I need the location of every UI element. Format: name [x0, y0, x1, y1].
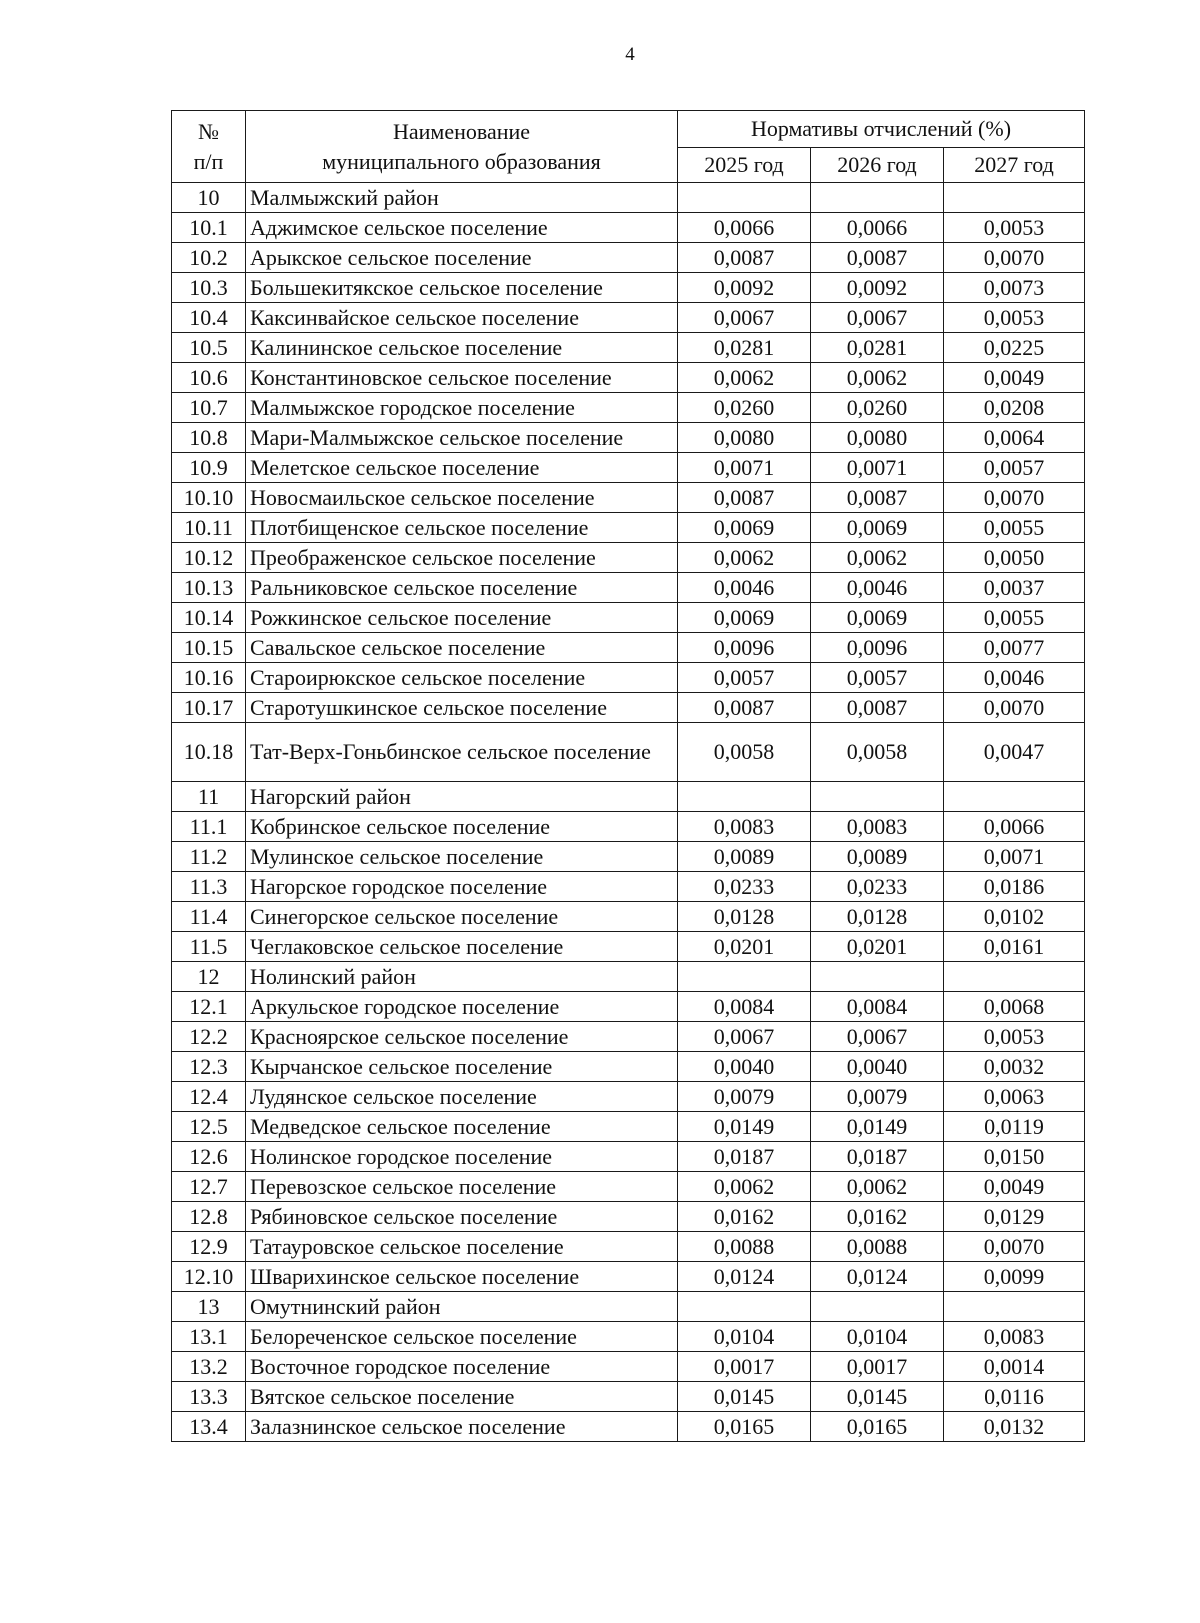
municipality-name: Старотушкинское сельское поселение [246, 693, 678, 723]
norm-value-2026: 0,0058 [811, 723, 944, 782]
row-number: 13.2 [172, 1352, 246, 1382]
norm-value-2025: 0,0145 [678, 1382, 811, 1412]
norm-value-2027: 0,0050 [944, 543, 1085, 573]
table-row [172, 1172, 1085, 1202]
norm-value-2027: 0,0070 [944, 1232, 1085, 1262]
norm-value-2026 [811, 183, 944, 213]
row-number: 11.5 [172, 932, 246, 962]
norm-value-2026: 0,0104 [811, 1322, 944, 1352]
table-row [172, 1382, 1085, 1412]
norm-value-2027: 0,0049 [944, 363, 1085, 393]
table-row [172, 1262, 1085, 1292]
norm-value-2027: 0,0071 [944, 842, 1085, 872]
norm-value-2026: 0,0124 [811, 1262, 944, 1292]
district-row [172, 962, 1085, 992]
norm-value-2027: 0,0208 [944, 393, 1085, 423]
table-row [172, 992, 1085, 1022]
table-body [172, 183, 1085, 1442]
table-row [172, 932, 1085, 962]
table-row [172, 723, 1085, 782]
norm-value-2026: 0,0084 [811, 992, 944, 1022]
norm-value-2025: 0,0149 [678, 1112, 811, 1142]
norm-value-2025: 0,0087 [678, 483, 811, 513]
norm-value-2025: 0,0069 [678, 513, 811, 543]
page-number: 4 [625, 44, 635, 65]
municipality-name: Рябиновское сельское поселение [246, 1202, 678, 1232]
municipality-name: Плотбищенское сельское поселение [246, 513, 678, 543]
norm-value-2027 [944, 183, 1085, 213]
row-number: 10.8 [172, 423, 246, 453]
norm-value-2026: 0,0260 [811, 393, 944, 423]
district-name: Малмыжский район [246, 183, 678, 213]
norm-value-2026: 0,0067 [811, 1022, 944, 1052]
norm-value-2027: 0,0064 [944, 423, 1085, 453]
row-number: 13 [172, 1292, 246, 1322]
norm-value-2027: 0,0073 [944, 273, 1085, 303]
row-number: 10.11 [172, 513, 246, 543]
table-row [172, 842, 1085, 872]
header-year-2027: 2027 год [944, 148, 1085, 183]
norm-value-2025: 0,0162 [678, 1202, 811, 1232]
norm-value-2027: 0,0161 [944, 932, 1085, 962]
district-name: Нагорский район [246, 782, 678, 812]
norm-value-2027 [944, 962, 1085, 992]
table-row [172, 1112, 1085, 1142]
table-row [172, 1352, 1085, 1382]
norm-value-2027: 0,0132 [944, 1412, 1085, 1442]
norm-value-2027: 0,0068 [944, 992, 1085, 1022]
municipality-name: Синегорское сельское поселение [246, 902, 678, 932]
row-number: 12.8 [172, 1202, 246, 1232]
row-number: 12.1 [172, 992, 246, 1022]
municipality-name: Арыкское сельское поселение [246, 243, 678, 273]
norm-value-2025: 0,0124 [678, 1262, 811, 1292]
norm-value-2026: 0,0040 [811, 1052, 944, 1082]
norm-value-2026: 0,0067 [811, 303, 944, 333]
municipality-name: Восточное городское поселение [246, 1352, 678, 1382]
norm-value-2025: 0,0089 [678, 842, 811, 872]
norm-value-2025: 0,0066 [678, 213, 811, 243]
table-row [172, 663, 1085, 693]
municipality-name: Большекитякское сельское поселение [246, 273, 678, 303]
row-number: 13.3 [172, 1382, 246, 1412]
row-number: 12.9 [172, 1232, 246, 1262]
row-number: 10.13 [172, 573, 246, 603]
municipality-name: Перевозское сельское поселение [246, 1172, 678, 1202]
district-name: Нолинский район [246, 962, 678, 992]
norm-value-2026: 0,0201 [811, 932, 944, 962]
municipality-name: Аркульское городское поселение [246, 992, 678, 1022]
table-row [172, 603, 1085, 633]
table-row [172, 573, 1085, 603]
table-row [172, 513, 1085, 543]
municipality-name: Рожкинское сельское поселение [246, 603, 678, 633]
norm-value-2025 [678, 782, 811, 812]
norm-value-2027: 0,0053 [944, 303, 1085, 333]
header-name [246, 111, 678, 183]
norm-value-2027: 0,0014 [944, 1352, 1085, 1382]
norm-value-2027: 0,0055 [944, 513, 1085, 543]
norm-value-2026: 0,0083 [811, 812, 944, 842]
table-row [172, 543, 1085, 573]
norm-value-2025: 0,0062 [678, 1172, 811, 1202]
row-number: 10.3 [172, 273, 246, 303]
norm-value-2025: 0,0088 [678, 1232, 811, 1262]
norm-value-2026: 0,0096 [811, 633, 944, 663]
header-name-line-1: Наименование [392, 118, 531, 144]
norm-value-2027: 0,0129 [944, 1202, 1085, 1232]
table-row [172, 872, 1085, 902]
table-row [172, 333, 1085, 363]
norm-value-2026: 0,0165 [811, 1412, 944, 1442]
norm-value-2025: 0,0067 [678, 1022, 811, 1052]
table-row [172, 1022, 1085, 1052]
norm-value-2025: 0,0079 [678, 1082, 811, 1112]
row-number: 10.15 [172, 633, 246, 663]
row-number: 13.4 [172, 1412, 246, 1442]
norm-value-2027: 0,0116 [944, 1382, 1085, 1412]
norm-value-2026: 0,0079 [811, 1082, 944, 1112]
municipality-name: Тат-Верх-Гоньбинское сельское поселение [246, 723, 678, 782]
row-number: 10.7 [172, 393, 246, 423]
municipality-name: Преображенское сельское поселение [246, 543, 678, 573]
norm-value-2027: 0,0063 [944, 1082, 1085, 1112]
row-number: 10.12 [172, 543, 246, 573]
municipality-name: Шварихинское сельское поселение [246, 1262, 678, 1292]
norm-value-2026: 0,0149 [811, 1112, 944, 1142]
norm-value-2026: 0,0057 [811, 663, 944, 693]
row-number: 12.4 [172, 1082, 246, 1112]
norm-value-2025: 0,0087 [678, 243, 811, 273]
norm-value-2026: 0,0233 [811, 872, 944, 902]
norm-value-2027: 0,0070 [944, 243, 1085, 273]
norm-value-2025: 0,0040 [678, 1052, 811, 1082]
district-row [172, 782, 1085, 812]
row-number: 10.2 [172, 243, 246, 273]
norm-value-2026: 0,0062 [811, 363, 944, 393]
table-row [172, 453, 1085, 483]
norm-value-2025: 0,0017 [678, 1352, 811, 1382]
header-norms: Нормативы отчислений (%) [678, 111, 1085, 148]
norm-value-2027: 0,0057 [944, 453, 1085, 483]
norm-value-2026: 0,0092 [811, 273, 944, 303]
table-header [172, 111, 1085, 183]
norm-value-2027: 0,0037 [944, 573, 1085, 603]
table-row [172, 243, 1085, 273]
norm-value-2025 [678, 962, 811, 992]
norm-value-2025: 0,0062 [678, 543, 811, 573]
norm-value-2025: 0,0087 [678, 693, 811, 723]
table-row [172, 633, 1085, 663]
municipality-name: Каксинвайское сельское поселение [246, 303, 678, 333]
row-number: 12.3 [172, 1052, 246, 1082]
norm-value-2025: 0,0046 [678, 573, 811, 603]
norm-value-2026: 0,0088 [811, 1232, 944, 1262]
row-number: 11.4 [172, 902, 246, 932]
norm-value-2025: 0,0069 [678, 603, 811, 633]
norm-value-2025: 0,0062 [678, 363, 811, 393]
row-number: 13.1 [172, 1322, 246, 1352]
table-row [172, 1322, 1085, 1352]
norm-value-2027: 0,0047 [944, 723, 1085, 782]
norm-value-2026: 0,0069 [811, 513, 944, 543]
norm-value-2026 [811, 1292, 944, 1322]
municipality-name: Лудянское сельское поселение [246, 1082, 678, 1112]
municipality-name: Вятское сельское поселение [246, 1382, 678, 1412]
municipality-name: Татауровское сельское поселение [246, 1232, 678, 1262]
norm-value-2027 [944, 1292, 1085, 1322]
municipality-name: Константиновское сельское поселение [246, 363, 678, 393]
norm-value-2027: 0,0053 [944, 213, 1085, 243]
row-number: 10.14 [172, 603, 246, 633]
district-row [172, 183, 1085, 213]
district-name: Омутнинский район [246, 1292, 678, 1322]
row-number: 10.4 [172, 303, 246, 333]
municipality-name: Мелетское сельское поселение [246, 453, 678, 483]
table-row [172, 303, 1085, 333]
table-row [172, 1082, 1085, 1112]
norm-value-2026: 0,0069 [811, 603, 944, 633]
norm-value-2027: 0,0099 [944, 1262, 1085, 1292]
table-row [172, 1142, 1085, 1172]
norm-value-2026: 0,0162 [811, 1202, 944, 1232]
municipality-name: Белореченское сельское поселение [246, 1322, 678, 1352]
row-number: 12.7 [172, 1172, 246, 1202]
row-number: 11.3 [172, 872, 246, 902]
norm-value-2025 [678, 1292, 811, 1322]
norm-value-2026: 0,0046 [811, 573, 944, 603]
norm-value-2026: 0,0062 [811, 1172, 944, 1202]
norm-value-2026: 0,0089 [811, 842, 944, 872]
header-num: № п/п [172, 111, 246, 183]
municipality-name: Калининское сельское поселение [246, 333, 678, 363]
norm-value-2026: 0,0087 [811, 243, 944, 273]
table-row [172, 693, 1085, 723]
norm-value-2025: 0,0083 [678, 812, 811, 842]
municipality-name: Залазнинское сельское поселение [246, 1412, 678, 1442]
row-number: 10 [172, 183, 246, 213]
norm-value-2027: 0,0046 [944, 663, 1085, 693]
row-number: 11 [172, 782, 246, 812]
norms-table [171, 110, 1085, 1442]
norm-value-2027: 0,0150 [944, 1142, 1085, 1172]
municipality-name: Красноярское сельское поселение [246, 1022, 678, 1052]
row-number: 12.10 [172, 1262, 246, 1292]
row-number: 10.17 [172, 693, 246, 723]
row-number: 11.2 [172, 842, 246, 872]
header-year-2025: 2025 год [678, 148, 811, 183]
table-row [172, 273, 1085, 303]
norm-value-2027: 0,0053 [944, 1022, 1085, 1052]
municipality-name: Савальское сельское поселение [246, 633, 678, 663]
norm-value-2026: 0,0062 [811, 543, 944, 573]
norm-value-2026: 0,0066 [811, 213, 944, 243]
norm-value-2026 [811, 782, 944, 812]
norm-value-2025: 0,0128 [678, 902, 811, 932]
norm-value-2027: 0,0066 [944, 812, 1085, 842]
municipality-name: Чеглаковское сельское поселение [246, 932, 678, 962]
table-row [172, 1202, 1085, 1232]
table-row [172, 1052, 1085, 1082]
norm-value-2027: 0,0102 [944, 902, 1085, 932]
norm-value-2025: 0,0260 [678, 393, 811, 423]
norm-value-2027: 0,0032 [944, 1052, 1085, 1082]
norm-value-2025: 0,0187 [678, 1142, 811, 1172]
norm-value-2027: 0,0077 [944, 633, 1085, 663]
municipality-name: Новосмаильское сельское поселение [246, 483, 678, 513]
norm-value-2025 [678, 183, 811, 213]
row-number: 10.9 [172, 453, 246, 483]
norm-value-2025: 0,0084 [678, 992, 811, 1022]
district-row [172, 1292, 1085, 1322]
table-row [172, 423, 1085, 453]
norm-value-2025: 0,0165 [678, 1412, 811, 1442]
norm-value-2027: 0,0055 [944, 603, 1085, 633]
norm-value-2027: 0,0119 [944, 1112, 1085, 1142]
norm-value-2027: 0,0225 [944, 333, 1085, 363]
municipality-name: Малмыжское городское поселение [246, 393, 678, 423]
row-number: 11.1 [172, 812, 246, 842]
municipality-name: Нолинское городское поселение [246, 1142, 678, 1172]
norm-value-2025: 0,0096 [678, 633, 811, 663]
norm-value-2025: 0,0104 [678, 1322, 811, 1352]
norm-value-2025: 0,0071 [678, 453, 811, 483]
municipality-name: Мари-Малмыжское сельское поселение [246, 423, 678, 453]
norm-value-2025: 0,0057 [678, 663, 811, 693]
norm-value-2026: 0,0128 [811, 902, 944, 932]
norm-value-2025: 0,0092 [678, 273, 811, 303]
norm-value-2026: 0,0017 [811, 1352, 944, 1382]
row-number: 12.6 [172, 1142, 246, 1172]
row-number: 10.5 [172, 333, 246, 363]
row-number: 12.5 [172, 1112, 246, 1142]
table-row [172, 902, 1085, 932]
row-number: 10.16 [172, 663, 246, 693]
norm-value-2025: 0,0080 [678, 423, 811, 453]
header-year-2026: 2026 год [811, 148, 944, 183]
municipality-name: Аджимское сельское поселение [246, 213, 678, 243]
norm-value-2027: 0,0070 [944, 483, 1085, 513]
norm-value-2027: 0,0070 [944, 693, 1085, 723]
norm-value-2025: 0,0201 [678, 932, 811, 962]
municipality-name: Нагорское городское поселение [246, 872, 678, 902]
row-number: 10.1 [172, 213, 246, 243]
norm-value-2025: 0,0281 [678, 333, 811, 363]
row-number: 12.2 [172, 1022, 246, 1052]
norm-value-2025: 0,0067 [678, 303, 811, 333]
norm-value-2027 [944, 782, 1085, 812]
table-row [172, 393, 1085, 423]
header-name-line-2: муниципального образования [322, 148, 601, 174]
table-row [172, 1232, 1085, 1262]
norm-value-2026: 0,0087 [811, 693, 944, 723]
norm-value-2026 [811, 962, 944, 992]
municipality-name: Кырчанское сельское поселение [246, 1052, 678, 1082]
municipality-name: Ральниковское сельское поселение [246, 573, 678, 603]
municipality-name: Мулинское сельское поселение [246, 842, 678, 872]
norm-value-2026: 0,0145 [811, 1382, 944, 1412]
norm-value-2025: 0,0233 [678, 872, 811, 902]
norm-value-2026: 0,0087 [811, 483, 944, 513]
table-row [172, 1412, 1085, 1442]
table-row [172, 213, 1085, 243]
row-number: 12 [172, 962, 246, 992]
norm-value-2026: 0,0281 [811, 333, 944, 363]
table-row [172, 363, 1085, 393]
norm-value-2026: 0,0071 [811, 453, 944, 483]
municipality-name: Кобринское сельское поселение [246, 812, 678, 842]
row-number: 10.18 [172, 723, 246, 782]
norm-value-2027: 0,0083 [944, 1322, 1085, 1352]
norm-value-2026: 0,0080 [811, 423, 944, 453]
table-row [172, 483, 1085, 513]
row-number: 10.10 [172, 483, 246, 513]
norm-value-2025: 0,0058 [678, 723, 811, 782]
norm-value-2027: 0,0049 [944, 1172, 1085, 1202]
table-row [172, 812, 1085, 842]
row-number: 10.6 [172, 363, 246, 393]
norm-value-2027: 0,0186 [944, 872, 1085, 902]
municipality-name: Медведское сельское поселение [246, 1112, 678, 1142]
norm-value-2026: 0,0187 [811, 1142, 944, 1172]
municipality-name: Староирюкское сельское поселение [246, 663, 678, 693]
